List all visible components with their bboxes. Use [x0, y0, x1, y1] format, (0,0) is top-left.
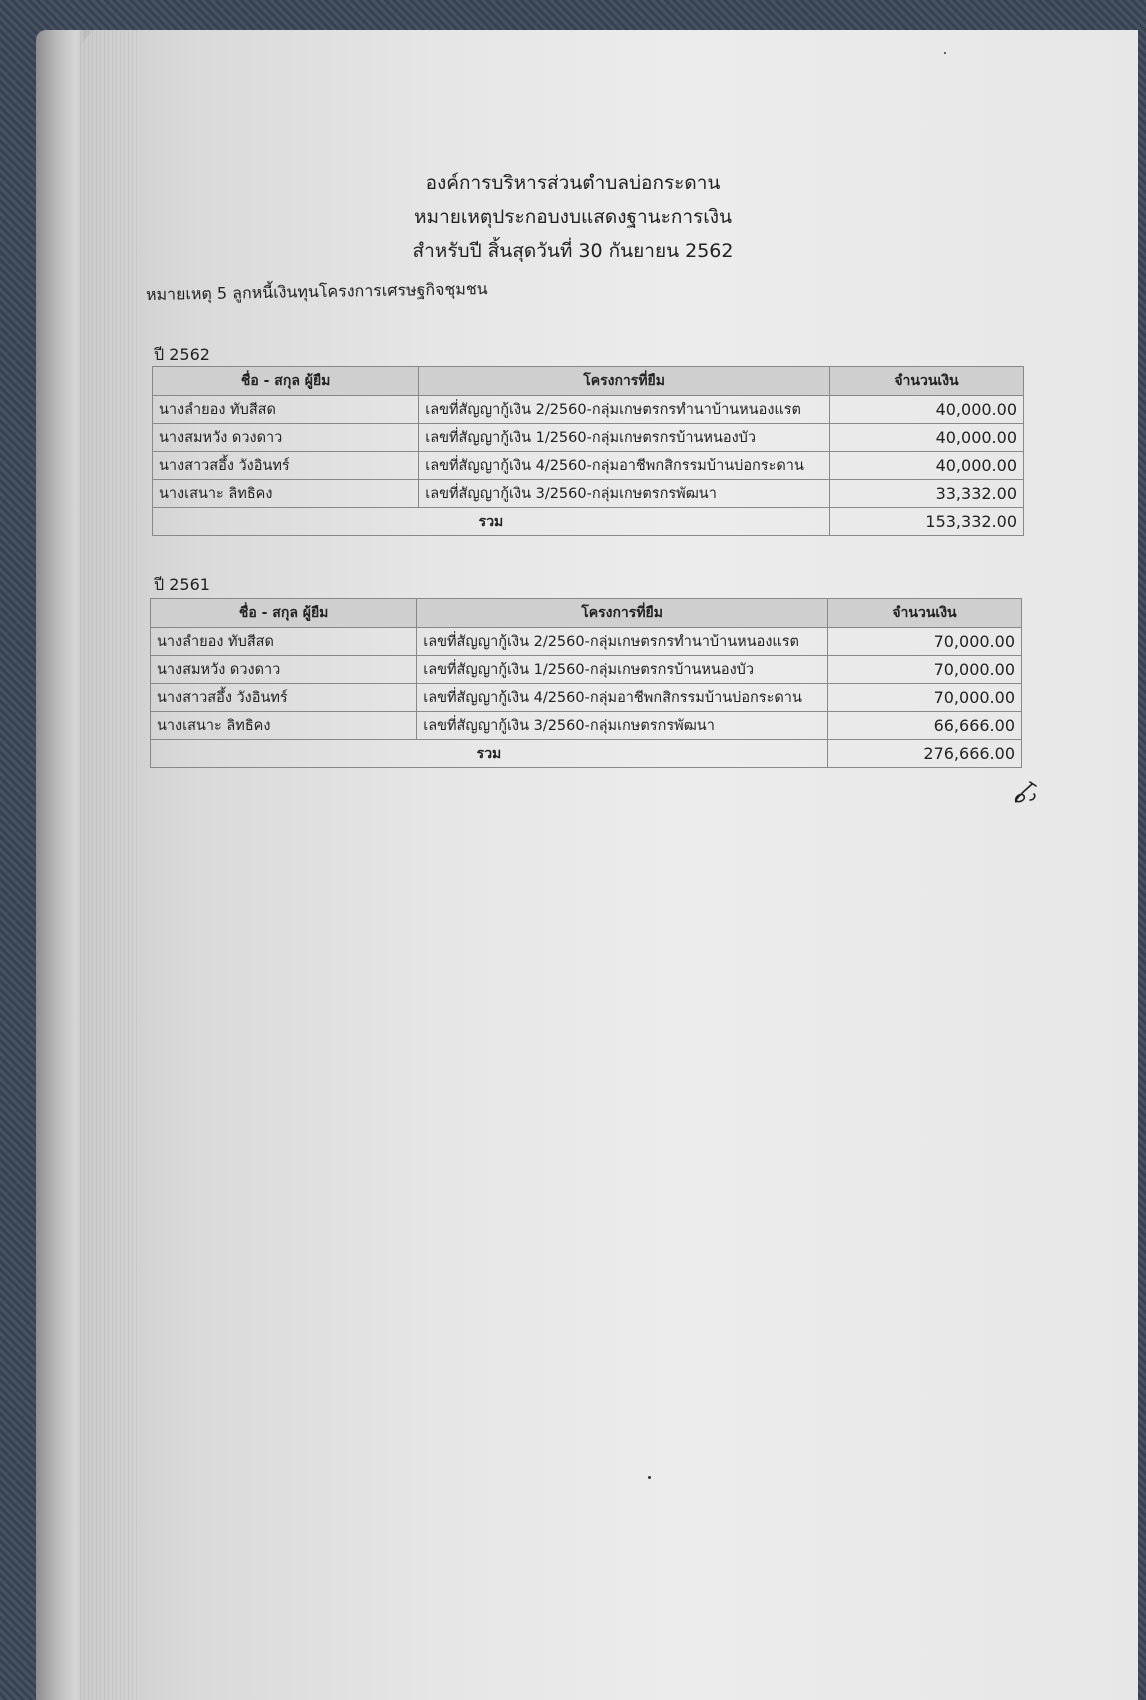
- loan-project: เลขที่สัญญากู้เงิน 1/2560-กลุ่มเกษตรกรบ้านหนองบัว: [417, 656, 828, 684]
- statement-title: หมายเหตุประกอบงบแสดงฐานะการเงิน: [414, 206, 732, 228]
- table-row: [151, 712, 1022, 740]
- table-header-row: [153, 367, 1024, 396]
- table-row: [151, 656, 1022, 684]
- borrower-name: นางสมหวัง ดวงดาว: [153, 424, 419, 452]
- column-header-project: โครงการที่ยืม: [419, 367, 830, 396]
- total-row: [151, 740, 1022, 768]
- table-row: [151, 628, 1022, 656]
- loan-amount: 70,000.00: [827, 656, 1021, 684]
- table-row: [151, 684, 1022, 712]
- year-label-2562: ปี 2562: [154, 345, 210, 364]
- period-title: สำหรับปี สิ้นสุดวันที่ 30 กันยายน 2562: [412, 240, 734, 262]
- borrower-name: นางเสนาะ ลิทธิคง: [153, 480, 419, 508]
- loan-project: เลขที่สัญญากู้เงิน 4/2560-กลุ่มอาชีพกสิกรรมบ้านบ่อกระดาน: [417, 684, 828, 712]
- loan-table-2561: [150, 598, 1022, 768]
- borrower-name: นางสาวสอึ้ง วังอินทร์: [153, 452, 419, 480]
- loan-amount: 33,332.00: [829, 480, 1023, 508]
- loan-project: เลขที่สัญญากู้เงิน 4/2560-กลุ่มอาชีพกสิกรรมบ้านบ่อกระดาน: [419, 452, 830, 480]
- borrower-name: นางลำยอง ทับสีสด: [153, 396, 419, 424]
- column-header-project: โครงการที่ยืม: [417, 599, 828, 628]
- column-header-amount: จำนวนเงิน: [827, 599, 1021, 628]
- loan-amount: 40,000.00: [829, 452, 1023, 480]
- total-amount: 276,666.00: [827, 740, 1021, 768]
- initials-signature: [1010, 778, 1040, 808]
- paper-speck: [944, 52, 946, 54]
- note-title: หมายเหตุ 5 ลูกหนี้เงินทุนโครงการเศรษฐกิจชุมชน: [145, 279, 488, 304]
- column-header-name: ชื่อ - สกุล ผู้ยืม: [151, 599, 417, 628]
- table-header-row: [151, 599, 1022, 628]
- total-label: รวม: [153, 508, 830, 536]
- loan-amount: 40,000.00: [829, 396, 1023, 424]
- loan-project: เลขที่สัญญากู้เงิน 3/2560-กลุ่มเกษตรกรพัฒนา: [417, 712, 828, 740]
- column-header-name: ชื่อ - สกุล ผู้ยืม: [153, 367, 419, 396]
- organization-title: องค์การบริหารส่วนตำบลบ่อกระดาน: [425, 172, 721, 194]
- table-row: [153, 480, 1024, 508]
- year-label-2561: ปี 2561: [154, 575, 210, 594]
- loan-amount: 40,000.00: [829, 424, 1023, 452]
- loan-project: เลขที่สัญญากู้เงิน 3/2560-กลุ่มเกษตรกรพัฒนา: [419, 480, 830, 508]
- table-row: [153, 396, 1024, 424]
- loan-table-2562: [152, 366, 1024, 536]
- loan-amount: 70,000.00: [827, 628, 1021, 656]
- loan-project: เลขที่สัญญากู้เงิน 1/2560-กลุ่มเกษตรกรบ้านหนองบัว: [419, 424, 830, 452]
- column-header-amount: จำนวนเงิน: [829, 367, 1023, 396]
- borrower-name: นางลำยอง ทับสีสด: [151, 628, 417, 656]
- total-row: [153, 508, 1024, 536]
- borrower-name: นางเสนาะ ลิทธิคง: [151, 712, 417, 740]
- loan-project: เลขที่สัญญากู้เงิน 2/2560-กลุ่มเกษตรกรทำนาบ้านหนองแรต: [419, 396, 830, 424]
- borrower-name: นางสาวสอึ้ง วังอินทร์: [151, 684, 417, 712]
- borrower-name: นางสมหวัง ดวงดาว: [151, 656, 417, 684]
- loan-project: เลขที่สัญญากู้เงิน 2/2560-กลุ่มเกษตรกรทำนาบ้านหนองแรต: [417, 628, 828, 656]
- table-row: [153, 424, 1024, 452]
- paper-speck: [648, 1476, 651, 1479]
- loan-amount: 70,000.00: [827, 684, 1021, 712]
- total-amount: 153,332.00: [829, 508, 1023, 536]
- total-label: รวม: [151, 740, 828, 768]
- loan-amount: 66,666.00: [827, 712, 1021, 740]
- table-row: [153, 452, 1024, 480]
